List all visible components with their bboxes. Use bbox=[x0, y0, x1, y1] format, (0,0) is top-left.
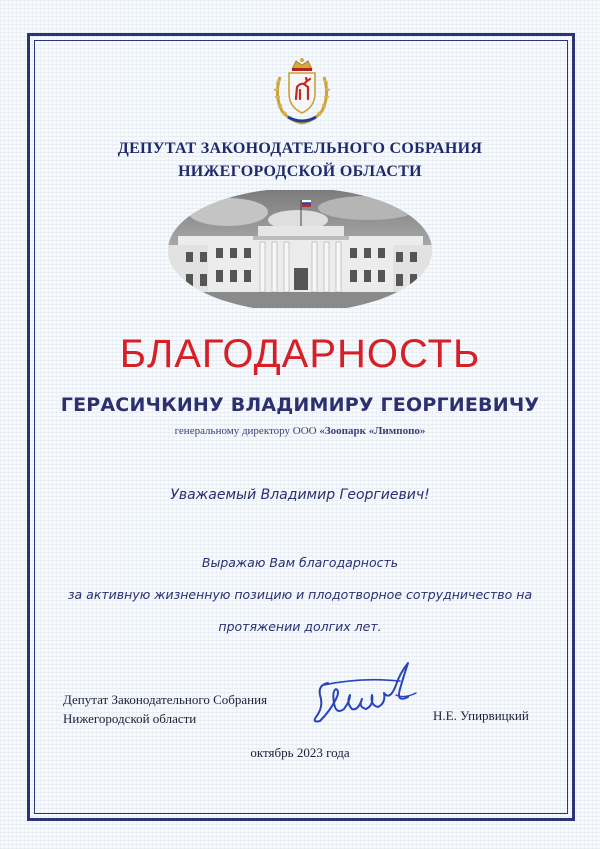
handwritten-signature bbox=[300, 655, 425, 735]
recipient-position bbox=[40, 425, 560, 437]
signatory-post bbox=[63, 690, 267, 728]
certificate-title: БЛАГОДАРНОСТЬ bbox=[119, 332, 481, 376]
greeting: Уважаемый Владимир Георгиевич! bbox=[170, 487, 430, 503]
heading-line-1: ДЕПУТАТ ЗАКОНОДАТЕЛЬНОГО СОБРАНИЯ bbox=[117, 140, 483, 157]
issue-date: октябрь 2023 года bbox=[250, 745, 350, 760]
body-line-1: Выражаю Вам благодарность bbox=[201, 555, 399, 570]
organization-name: «Зоопарк «Лимпопо» bbox=[319, 425, 426, 437]
body-line-2: за активную жизненную позицию и плодотворное сотрудничество на bbox=[67, 587, 533, 602]
heading-line-2: НИЖЕГОРОДСКОЙ ОБЛАСТИ bbox=[178, 163, 422, 180]
signatory-post-line-1: Депутат Законодательного Собрания bbox=[63, 692, 268, 707]
coat-of-arms-icon bbox=[270, 55, 334, 127]
body-line-3: протяжении долгих лет. bbox=[218, 619, 382, 634]
position-prefix: генеральному директору ООО bbox=[174, 425, 320, 437]
signatory-name: Н.Е. Упирвицкий bbox=[433, 708, 529, 723]
legislative-building-image bbox=[168, 190, 433, 308]
signatory-post-line-2: Нижегородской области bbox=[63, 711, 197, 726]
recipient-name: ГЕРАСИЧКИНУ ВЛАДИМИРУ ГЕОРГИЕВИЧУ bbox=[60, 394, 540, 416]
